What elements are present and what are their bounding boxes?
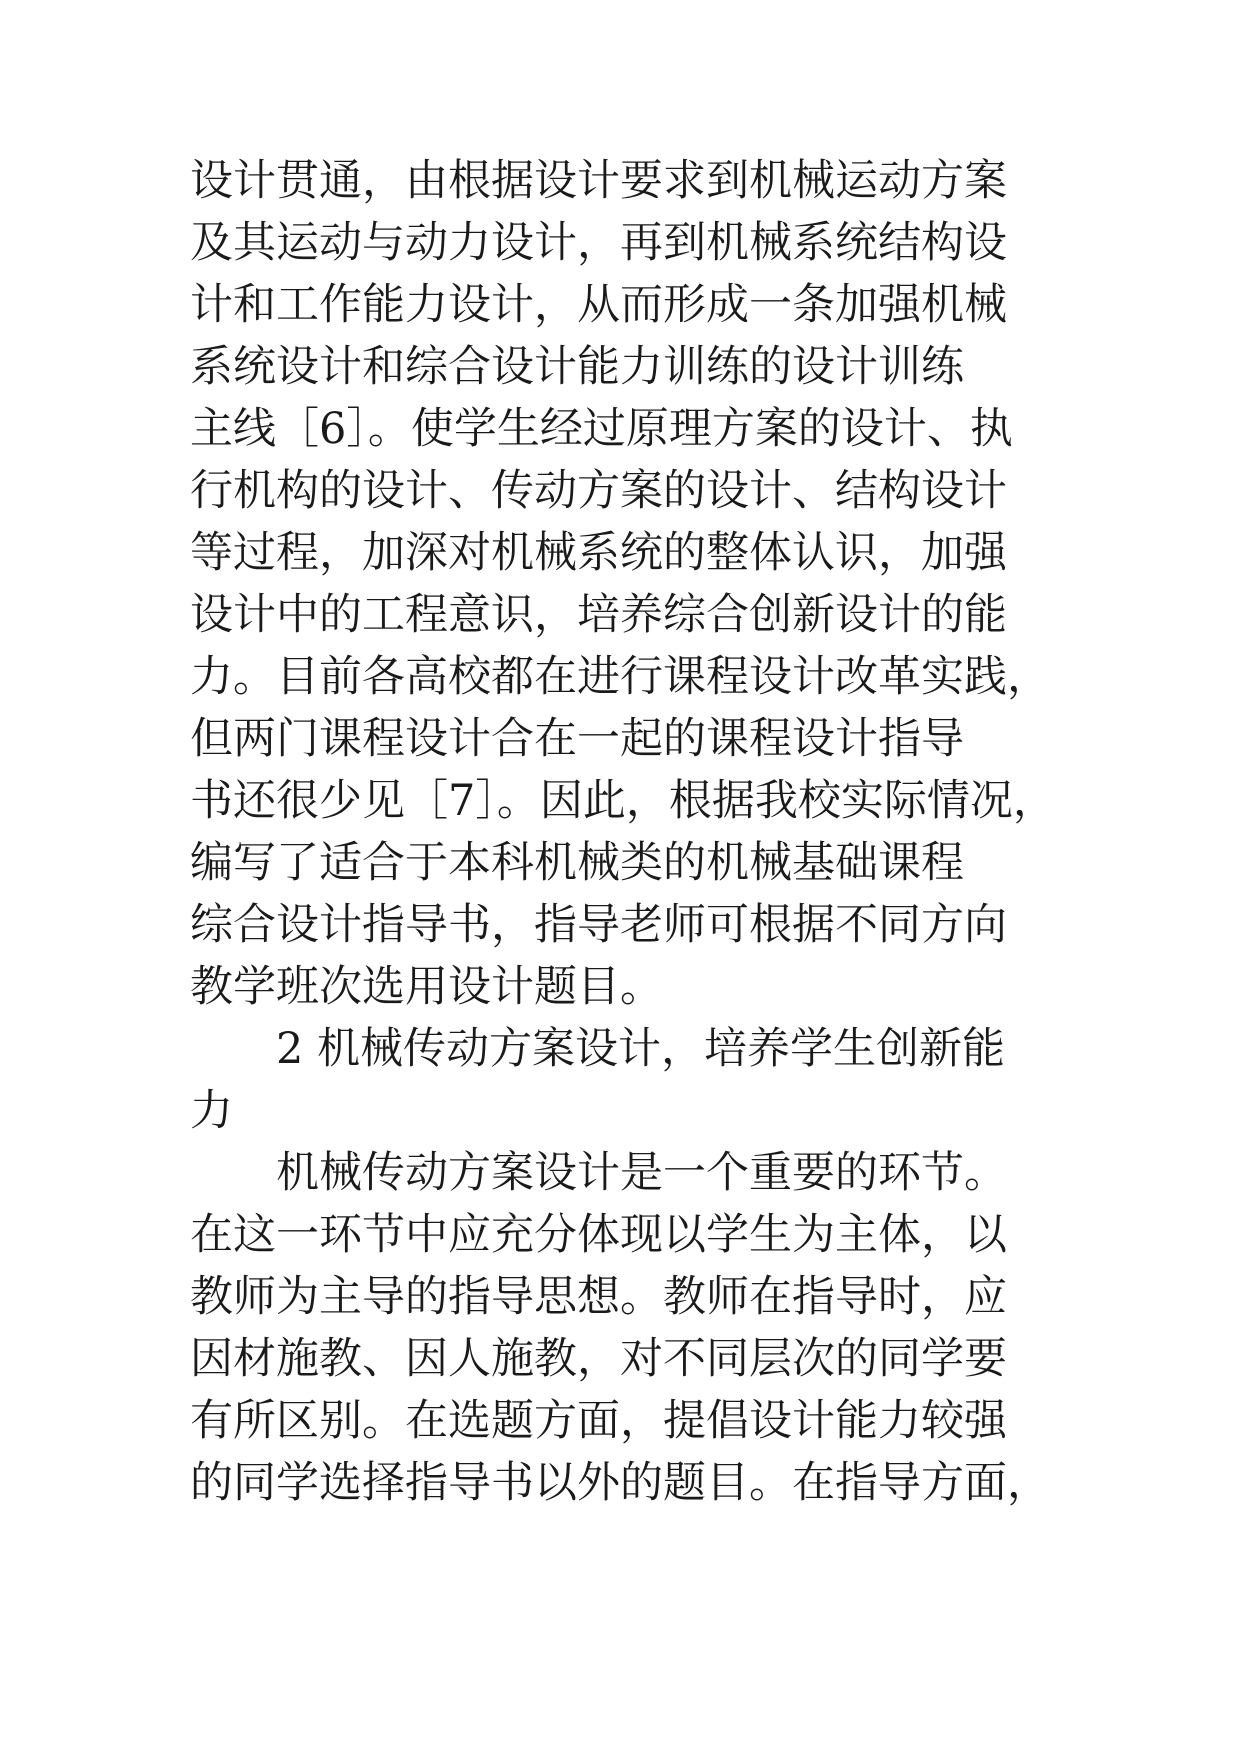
text-line: 有所区别。在选题方面，提倡设计能力较强: [190, 1396, 1007, 1446]
text-line: 2 机械传动方案设计，培养学生创新能: [276, 1024, 1006, 1074]
text-line: 但两门课程设计合在一起的课程设计指导: [190, 714, 964, 764]
text-line: 等过程，加深对机械系统的整体认识，加强: [190, 528, 1007, 578]
text-line: 行机构的设计、传动方案的设计、结构设计: [190, 466, 1007, 516]
text-line: 力: [190, 1086, 233, 1136]
text-line: 教学班次选用设计题目。: [190, 962, 663, 1012]
text-line: 编写了适合于本科机械类的机械基础课程: [190, 838, 964, 888]
text-line: 的同学选择指导书以外的题目。在指导方面，: [190, 1458, 1050, 1508]
text-line: 计和工作能力设计，从而形成一条加强机械: [190, 280, 1007, 330]
text-line: 教师为主导的指导思想。教师在指导时，应: [190, 1272, 1007, 1322]
text-line: 因材施教、因人施教，对不同层次的同学要: [190, 1334, 1007, 1384]
text-line: 机械传动方案设计是一个重要的环节。: [276, 1148, 1007, 1198]
text-line: 综合设计指导书，指导老师可根据不同方向: [190, 900, 1007, 950]
text-line: 设计贯通，由根据设计要求到机械运动方案: [190, 156, 1007, 206]
text-line: 力。目前各高校都在进行课程设计改革实践，: [190, 652, 1050, 702]
text-line: 主线［6］。使学生经过原理方案的设计、执: [190, 404, 1013, 454]
text-line: 在这一环节中应充分体现以学生为主体，以: [190, 1210, 1007, 1260]
text-line: 设计中的工程意识，培养综合创新设计的能: [190, 590, 1007, 640]
body-text: [190, 150, 1070, 1514]
text-line: 及其运动与动力设计，再到机械系统结构设: [190, 218, 1007, 268]
text-line: 书还很少见［7］。因此，根据我校实际情况，: [190, 776, 1056, 826]
text-line: 系统设计和综合设计能力训练的设计训练: [190, 342, 964, 392]
